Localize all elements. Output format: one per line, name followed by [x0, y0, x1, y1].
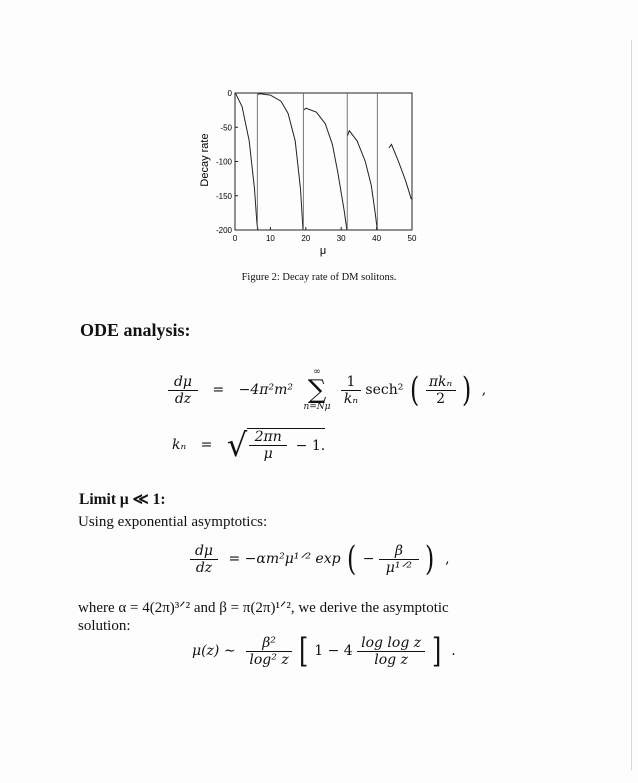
eq4-inner-den: log z	[374, 651, 408, 668]
eq2-radical-sign: √	[226, 426, 248, 464]
eq1-arg-num: πkₙ	[426, 374, 456, 391]
eq4-right-bracket: ]	[431, 631, 441, 671]
decay-curve-branch-4	[348, 131, 378, 230]
equation-asymptotic-solution	[192, 631, 456, 671]
x-tick-label: 30	[336, 234, 346, 243]
eq1-sum-symbol: ∑	[307, 375, 327, 405]
eq1-equals: =	[212, 382, 225, 398]
eq1-lhs-fraction	[168, 374, 198, 407]
equation-dmu-dz	[168, 368, 486, 412]
eq3-arg-num: β	[379, 543, 419, 560]
decay-curve-branch-3	[304, 108, 347, 230]
where-line-2: solution:	[78, 618, 131, 634]
eq2-lhs: kₙ	[172, 437, 187, 453]
x-axis-label: μ	[319, 245, 327, 257]
eq1-lhs-den: dz	[174, 390, 192, 407]
eq3-lhs-num: dμ	[190, 543, 218, 560]
figure-caption: Figure 2: Decay rate of DM solitons.	[241, 272, 397, 283]
eq3-comma: ,	[445, 551, 450, 567]
eq2-rad-tail: − 1.	[295, 437, 326, 454]
eq2-rad-den: μ	[263, 446, 273, 462]
eq3-lhs-fraction	[190, 543, 218, 576]
x-tick-label: 0	[232, 234, 238, 243]
eq2-radicand-fraction	[249, 429, 287, 462]
y-tick-label: -50	[220, 123, 232, 133]
x-tick-label: 20	[301, 234, 311, 243]
eq4-inner-num: log log z	[357, 635, 425, 652]
eq3-arg-den: μ¹ᐟ²	[385, 559, 413, 576]
eq4-inner-fraction	[357, 635, 425, 668]
eq1-comma: ,	[481, 382, 487, 398]
eq4-frac-num: β²	[246, 635, 292, 652]
decay-rate-chart	[0, 0, 638, 270]
y-tick-label: -150	[215, 191, 232, 201]
eq4-left-bracket: [	[298, 631, 308, 671]
plot-frame	[235, 93, 412, 230]
eq1-inverse-k	[341, 374, 361, 407]
eq1-frac-den: kₙ	[343, 390, 359, 407]
eq1-lhs-num: dμ	[168, 374, 198, 391]
eq4-frac-den: log² z	[249, 651, 289, 668]
eq2-rad-num: 2πn	[249, 429, 287, 446]
eq3-lhs-den: dz	[195, 559, 213, 576]
eq1-frac-num: 1	[341, 374, 361, 391]
eq2-equals: =	[200, 437, 213, 453]
eq4-lhs: μ(z) ∼	[192, 643, 236, 659]
x-tick-label: 50	[407, 234, 417, 243]
x-tick-label: 40	[372, 234, 382, 243]
eq1-sech-argument	[426, 374, 456, 407]
limit-intro: Using exponential asymptotics:	[78, 514, 268, 530]
limit-heading: Limit μ ≪ 1:	[79, 491, 166, 508]
eq3-exp-argument	[379, 543, 419, 576]
eq3-left-paren: (	[347, 539, 357, 579]
eq4-prefactor	[246, 635, 292, 668]
where-line-1: where α = 4(2π)³ᐟ² and β = π(2π)¹ᐟ², we derive the asymptotic	[78, 600, 449, 616]
eq2-radicand	[247, 428, 325, 462]
y-axis-label: Decay rate	[199, 133, 211, 187]
y-tick-label: -200	[215, 226, 232, 235]
x-tick-label: 10	[265, 234, 275, 243]
eq3-rhs: = −αm²μ¹ᐟ² exp	[228, 551, 341, 567]
y-tick-label: -100	[215, 157, 232, 167]
decay-curve-branch-5	[389, 144, 411, 199]
eq4-bracket-lead: 1 − 4	[314, 643, 353, 659]
decay-curve-branch-2	[258, 94, 303, 230]
eq1-arg-den: 2	[436, 390, 445, 407]
equation-kn	[172, 428, 325, 462]
eq3-minus: −	[362, 551, 375, 567]
y-tick-label: 0	[227, 89, 232, 98]
eq3-right-paren: )	[425, 539, 435, 579]
decay-curve-branch-1	[236, 94, 258, 230]
eq1-sum-lower: n=Nμ	[303, 402, 331, 412]
eq1-left-paren: (	[409, 370, 420, 410]
eq1-sech: sech²	[365, 382, 404, 398]
equation-asymptotic-ode	[190, 539, 450, 579]
eq1-right-paren: )	[461, 370, 472, 410]
eq1-coefficient: −4π²m²	[238, 382, 293, 398]
eq1-sum-upper: ∞	[313, 367, 321, 377]
eq4-period: .	[451, 643, 456, 659]
eq1-summation	[303, 368, 330, 412]
section-heading: ODE analysis:	[80, 320, 191, 340]
